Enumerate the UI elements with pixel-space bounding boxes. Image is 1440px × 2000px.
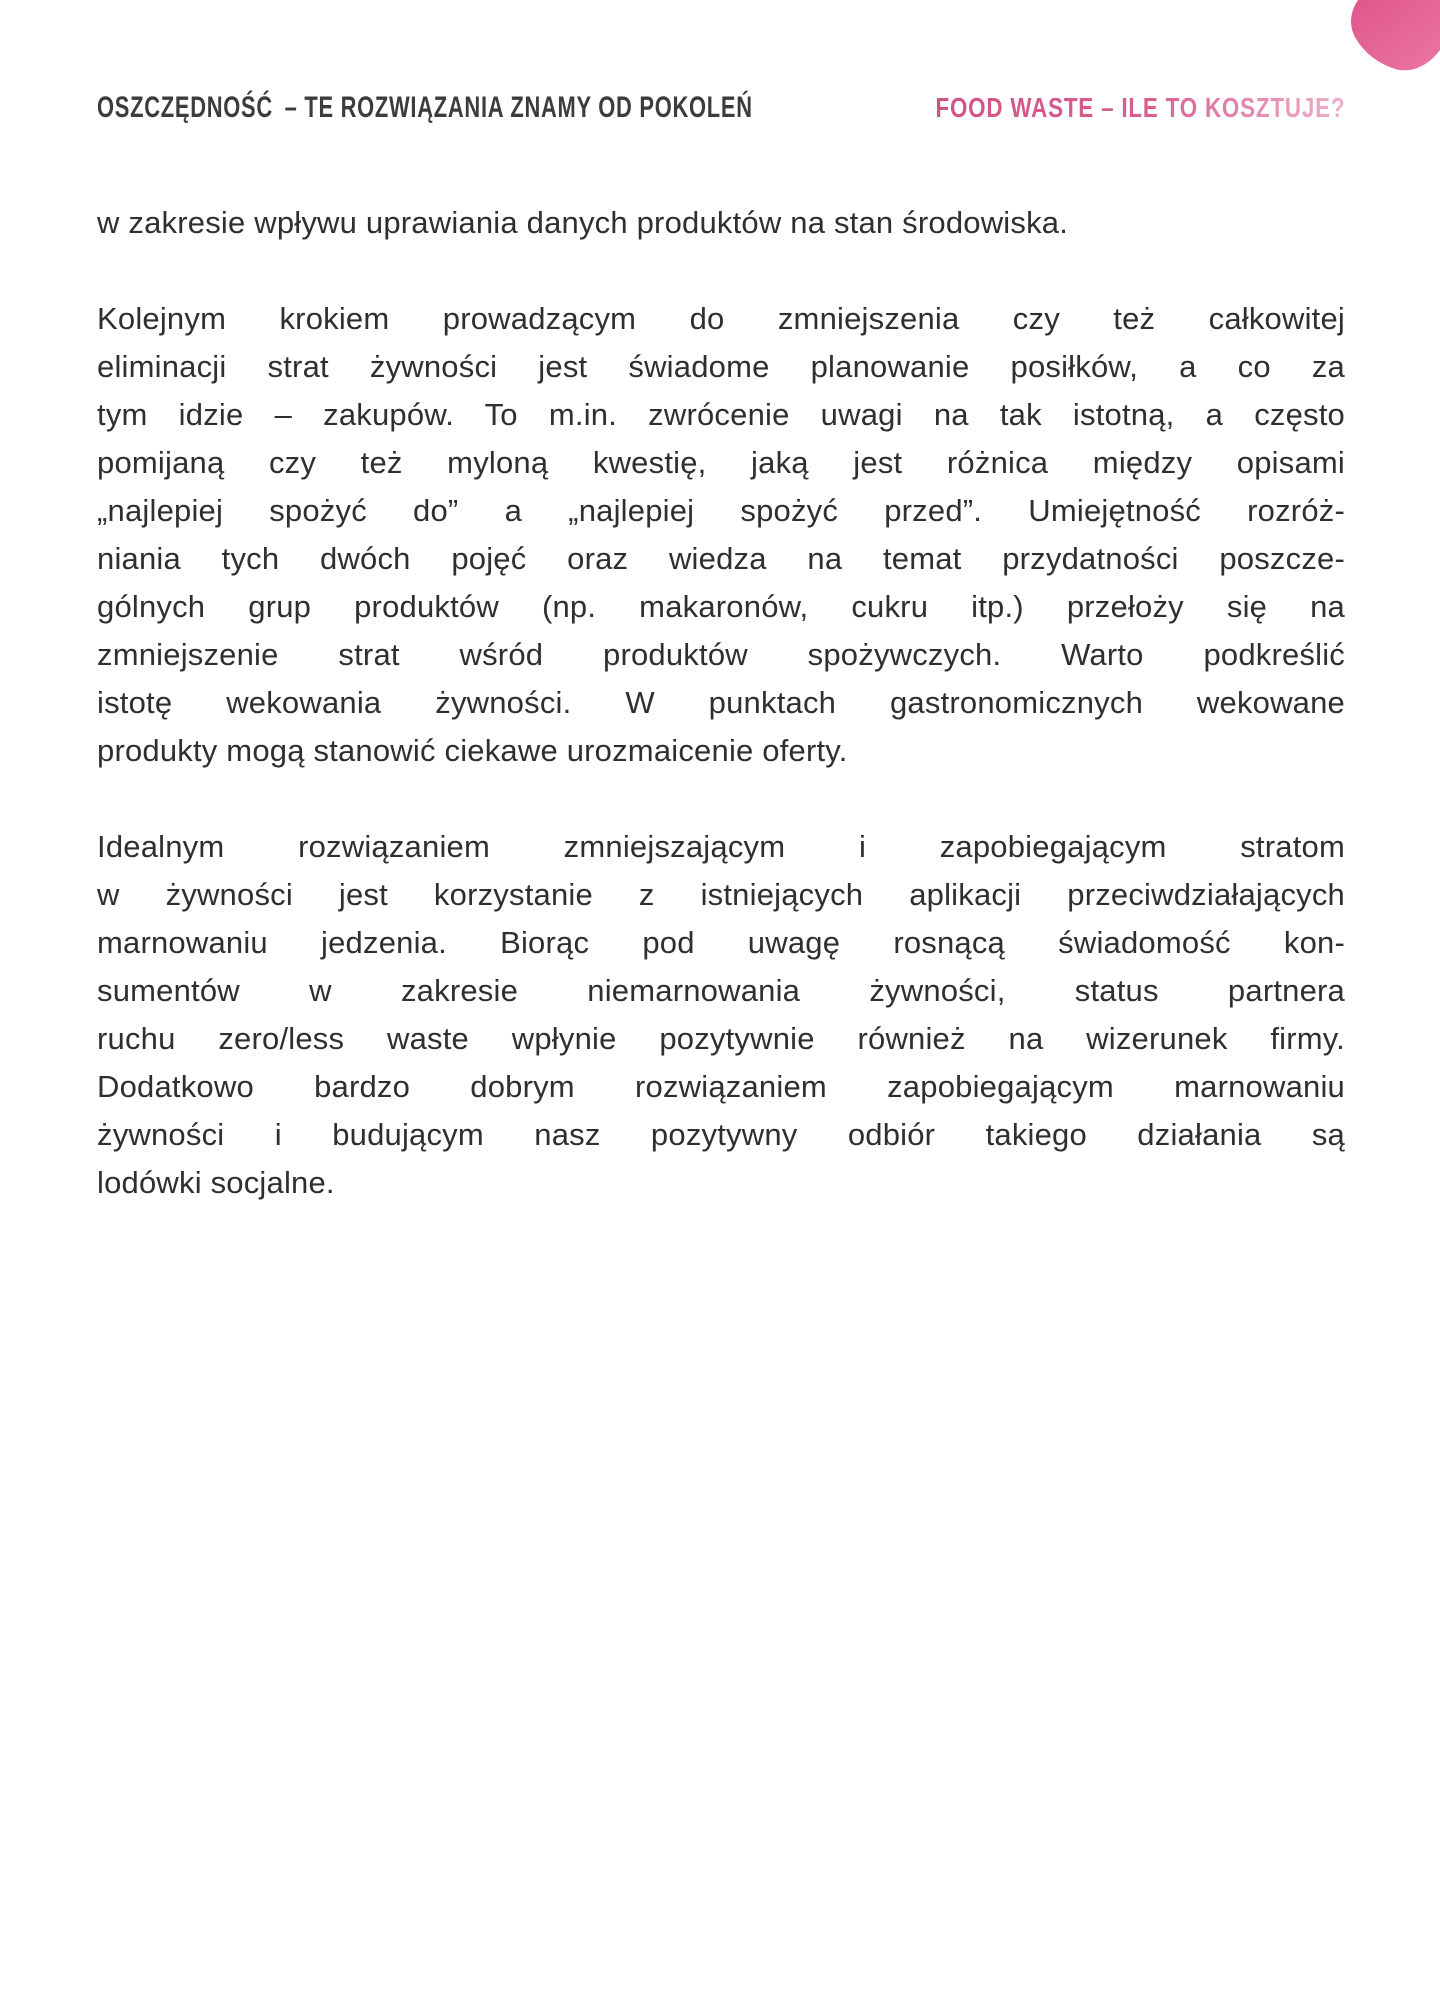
text-line: zmniejszenie strat wśród produktów spożywczych. Warto podkreślić	[97, 637, 1345, 672]
text-line: eliminacji strat żywności jest świadome planowanie posiłków, a co za	[97, 349, 1345, 384]
text-line: istotę wekowania żywności. W punktach gastronomicznych wekowane	[97, 685, 1345, 720]
text-line: pomijaną czy też myloną kwestię, jaką jest różnica między opisami	[97, 445, 1345, 480]
text-line: lodówki socjalne.	[97, 1165, 335, 1200]
text-line: Dodatkowo bardzo dobrym rozwiązaniem zapobiegającym marnowaniu	[97, 1069, 1345, 1104]
paragraph	[97, 295, 1345, 775]
text-line: marnowaniu jedzenia. Biorąc pod uwagę rosnącą świadomość kon-	[97, 925, 1345, 960]
text-line: żywności i budującym nasz pozytywny odbiór takiego działania są	[97, 1117, 1345, 1152]
paragraph	[97, 199, 1345, 247]
text-line: w żywności jest korzystanie z istniejących aplikacji przeciwdziałających	[97, 877, 1345, 912]
text-line: produkty mogą stanowić ciekawe urozmaicenie oferty.	[97, 733, 848, 768]
text-line: niania tych dwóch pojęć oraz wiedza na temat przydatności poszcze-	[97, 541, 1345, 576]
text-line: Idealnym rozwiązaniem zmniejszającym i zapobiegającym stratom	[97, 829, 1345, 864]
running-header	[0, 0, 1440, 130]
running-header-left: OSZCZĘDNOŚĆ – TE ROZWIĄZANIA ZNAMY OD POKOLEŃ	[97, 91, 753, 124]
text-line: „najlepiej spożyć do” a „najlepiej spożyć przed”. Umiejętność rozróż-	[97, 493, 1345, 528]
text-line: Kolejnym krokiem prowadzącym do zmniejszenia czy też całkowitej	[97, 301, 1345, 336]
paragraph	[97, 823, 1345, 1207]
text-line: ruchu zero/less waste wpłynie pozytywnie również na wizerunek firmy.	[97, 1021, 1345, 1056]
article-body	[97, 199, 1345, 1255]
text-line: sumentów w zakresie niemarnowania żywności, status partnera	[97, 973, 1345, 1008]
text-line: tym idzie – zakupów. To m.in. zwrócenie uwagi na tak istotną, a często	[97, 397, 1345, 432]
text-line: w zakresie wpływu uprawiania danych produktów na stan środowiska.	[97, 205, 1069, 240]
running-header-right: FOOD WASTE – ILE TO KOSZTUJE?	[935, 92, 1345, 123]
text-line: gólnych grup produktów (np. makaronów, cukru itp.) przełoży się na	[97, 589, 1345, 624]
